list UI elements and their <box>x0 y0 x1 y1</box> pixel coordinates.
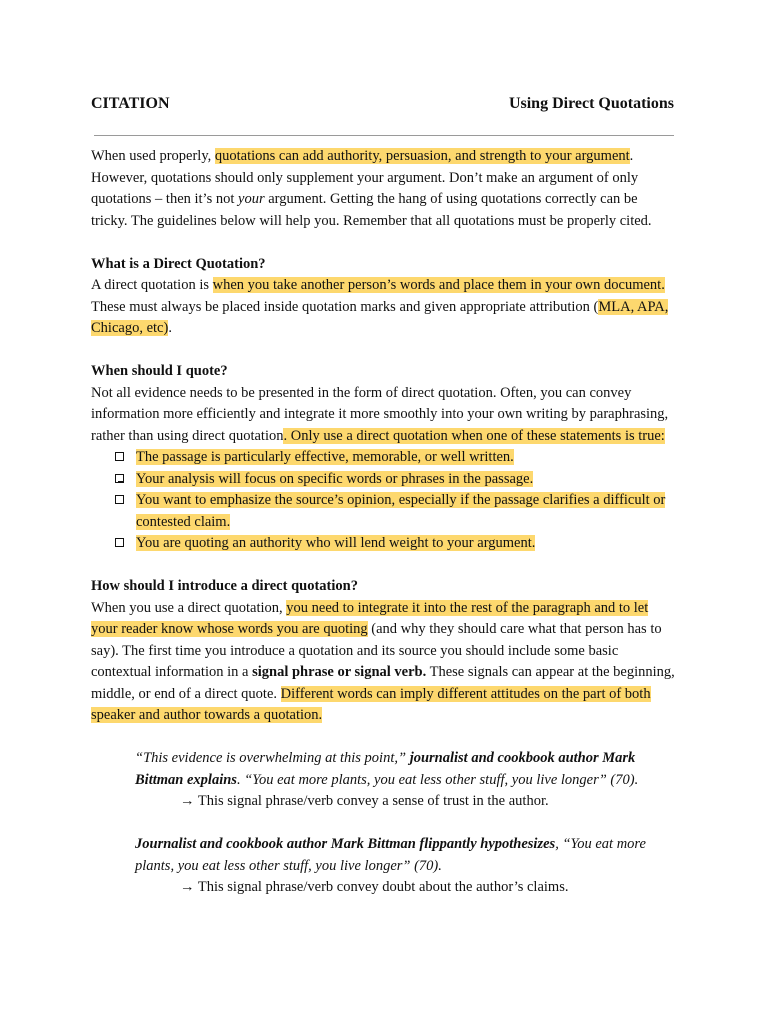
example-quote-1 <box>135 748 677 791</box>
checkbox-icon <box>115 538 124 547</box>
section-heading-when: When should I quote? <box>91 363 228 379</box>
list-item <box>115 533 677 555</box>
header-title: Using Direct Quotations <box>508 95 674 112</box>
example1-quote-start: “This evidence is overwhelming at this point,” <box>135 750 407 766</box>
when-text-1: Not all evidence needs to be presented in the form of direct quotation. Often, you can convey information more efficiently and integrate it more smoothly into your own writing by paraphrasing, rather than using direct quotation <box>91 384 669 444</box>
checkbox-icon <box>115 474 124 483</box>
when-highlight: . Only use a direct quotation when one of these statements is true: <box>283 427 665 444</box>
header-divider <box>94 135 674 136</box>
how-text-1: When you use a direct quotation, <box>91 599 287 616</box>
list-item <box>115 447 677 469</box>
what-paragraph <box>91 275 677 340</box>
criteria-list <box>91 447 677 555</box>
how-text-2: (and why they should care what that person has to say). The first time you introduce a quotation and its source you should include some basic contextual information in a <box>91 621 662 680</box>
how-highlight-1: you need to integrate it into the rest of the paragraph and to let your reader know whose words you are quoting <box>91 599 649 637</box>
example1-signal-phrase: journalist and cookbook author Mark Bittman explains <box>135 750 636 788</box>
what-highlight-1: when you take another person’s words and place them in your own document. <box>212 277 665 293</box>
intro-text-1: When used properly, <box>91 148 215 164</box>
example-note-1: → This signal phrase/verb convey a sense of trust in the author. <box>180 793 549 809</box>
intro-paragraph <box>91 146 677 232</box>
what-highlight-2: MLA, APA, Chicago, etc) <box>91 298 669 336</box>
example2-signal-phrase: Journalist and cookbook author Mark Bittman flippantly hypothesizes <box>135 836 556 852</box>
intro-highlight: quotations can add authority, persuasion, and strength to your argument <box>214 148 630 164</box>
how-highlight-2: Different words can imply different attitudes on the part of both speaker and author towards a quotation. <box>91 685 651 723</box>
when-paragraph <box>91 383 677 448</box>
document-body <box>91 146 677 899</box>
intro-emphasis: your <box>238 191 265 207</box>
list-item <box>115 490 677 533</box>
list-item-text: Your analysis will focus on specific words or phrases in the passage. <box>136 470 534 487</box>
example-quote-2 <box>135 834 677 877</box>
example1-quote-end: . “You eat more plants, you eat less other stuff, you live longer” (70). <box>236 771 639 788</box>
what-text-1: A direct quotation is <box>91 277 213 293</box>
header-category: CITATION <box>91 95 170 112</box>
how-text-3: These signals can appear at the beginning, middle, or end of a direct quote. <box>91 664 675 702</box>
what-text-3: . <box>168 320 172 336</box>
intro-text-3: argument. Getting the hang of using quotations correctly can be tricky. The guidelines below will help you. Remember that all quotations must be properly cited. <box>91 191 652 229</box>
list-item-text: You want to emphasize the source’s opinion, especially if the passage clarifies a difficult or contested claim. <box>136 492 666 530</box>
list-item-text: The passage is particularly effective, memorable, or well written. <box>136 449 514 465</box>
what-text-2: These must always be placed inside quotation marks and given appropriate attribution ( <box>91 298 599 315</box>
checkbox-icon <box>115 495 124 504</box>
how-bold-term: signal phrase or signal verb. <box>252 664 427 680</box>
list-item <box>115 469 677 491</box>
checkbox-icon <box>115 452 124 461</box>
section-heading-how: How should I introduce a direct quotation? <box>91 578 358 594</box>
list-item-text: You are quoting an authority who will lend weight to your argument. <box>136 535 536 551</box>
intro-text-2: . However, quotations should only supplement your argument. Don’t make an argument of only quotations – then it’s not <box>91 148 639 207</box>
example-note-2: → This signal phrase/verb convey doubt about the author’s claims. <box>180 879 569 895</box>
how-paragraph <box>91 598 677 727</box>
page-header <box>91 93 674 117</box>
section-heading-what: What is a Direct Quotation? <box>91 255 266 272</box>
example2-quote: , “You eat more plants, you eat less other stuff, you live longer” (70). <box>135 836 646 874</box>
